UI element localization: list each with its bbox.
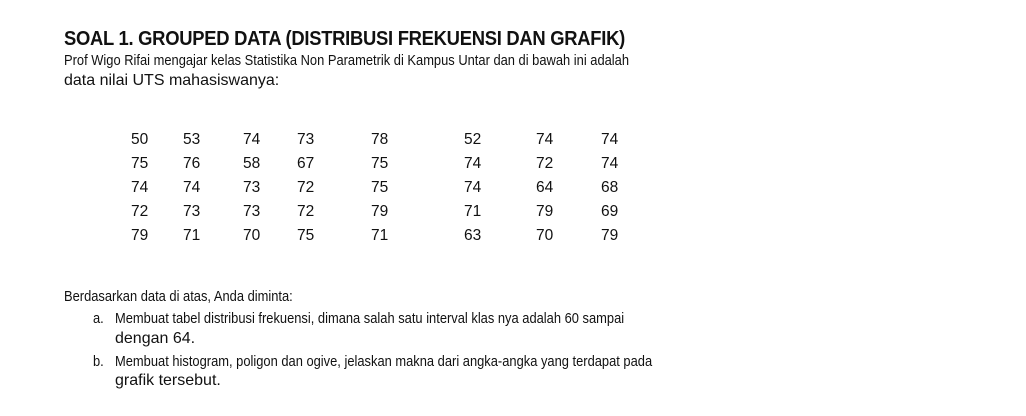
question-title: SOAL 1. GROUPED DATA (DISTRIBUSI FREKUENSI DAN GRAFIK) xyxy=(64,28,625,50)
data-cell: 52 xyxy=(464,131,482,148)
data-cell: 74 xyxy=(601,131,619,148)
data-cell: 71 xyxy=(371,227,389,244)
data-cell: 69 xyxy=(601,203,619,220)
data-cell: 68 xyxy=(601,179,619,196)
data-cell: 72 xyxy=(131,203,149,220)
data-cell: 58 xyxy=(243,155,261,172)
data-cell: 71 xyxy=(464,203,482,220)
data-cell: 63 xyxy=(464,227,482,244)
task-b-line-1: Membuat histogram, poligon dan ogive, jelaskan makna dari angka-angka yang terdapat pada xyxy=(115,353,653,370)
task-a-line-1: Membuat tabel distribusi frekuensi, dimana salah satu interval klas nya adalah 60 sampai xyxy=(115,310,625,327)
task-a-line-2: dengan 64. xyxy=(115,330,196,347)
data-cell: 73 xyxy=(297,131,315,148)
data-cell: 74 xyxy=(601,155,619,172)
data-cell: 75 xyxy=(371,155,389,172)
data-cell: 78 xyxy=(371,131,389,148)
intro-line-1: Prof Wigo Rifai mengajar kelas Statistika Non Parametrik di Kampus Untar dan di bawah ini adalah xyxy=(64,52,630,69)
data-cell: 75 xyxy=(297,227,315,244)
data-cell: 74 xyxy=(131,179,149,196)
data-cell: 72 xyxy=(297,203,315,220)
data-cell: 79 xyxy=(536,203,554,220)
data-cell: 73 xyxy=(183,203,201,220)
data-cell: 73 xyxy=(243,179,261,196)
data-cell: 79 xyxy=(601,227,619,244)
data-cell: 67 xyxy=(297,155,315,172)
data-cell: 75 xyxy=(131,155,149,172)
data-cell: 79 xyxy=(371,203,389,220)
data-cell: 75 xyxy=(371,179,389,196)
data-cell: 76 xyxy=(183,155,201,172)
data-cell: 53 xyxy=(183,131,201,148)
data-cell: 72 xyxy=(297,179,315,196)
intro-line-2: data nilai UTS mahasiswanya: xyxy=(64,72,280,89)
data-cell: 71 xyxy=(183,227,201,244)
data-cell: 72 xyxy=(536,155,554,172)
data-cell: 74 xyxy=(464,179,482,196)
task-a-marker: a. xyxy=(93,310,104,327)
data-cell: 50 xyxy=(131,131,149,148)
data-cell: 74 xyxy=(536,131,554,148)
task-b-line-2: grafik tersebut. xyxy=(115,372,221,389)
data-cell: 74 xyxy=(183,179,201,196)
data-cell: 74 xyxy=(243,131,261,148)
data-cell: 64 xyxy=(536,179,554,196)
data-cell: 70 xyxy=(243,227,261,244)
data-cell: 74 xyxy=(464,155,482,172)
data-cell: 73 xyxy=(243,203,261,220)
data-cell: 70 xyxy=(536,227,554,244)
task-b-marker: b. xyxy=(93,353,104,370)
data-cell: 79 xyxy=(131,227,149,244)
task-intro: Berdasarkan data di atas, Anda diminta: xyxy=(64,288,293,305)
